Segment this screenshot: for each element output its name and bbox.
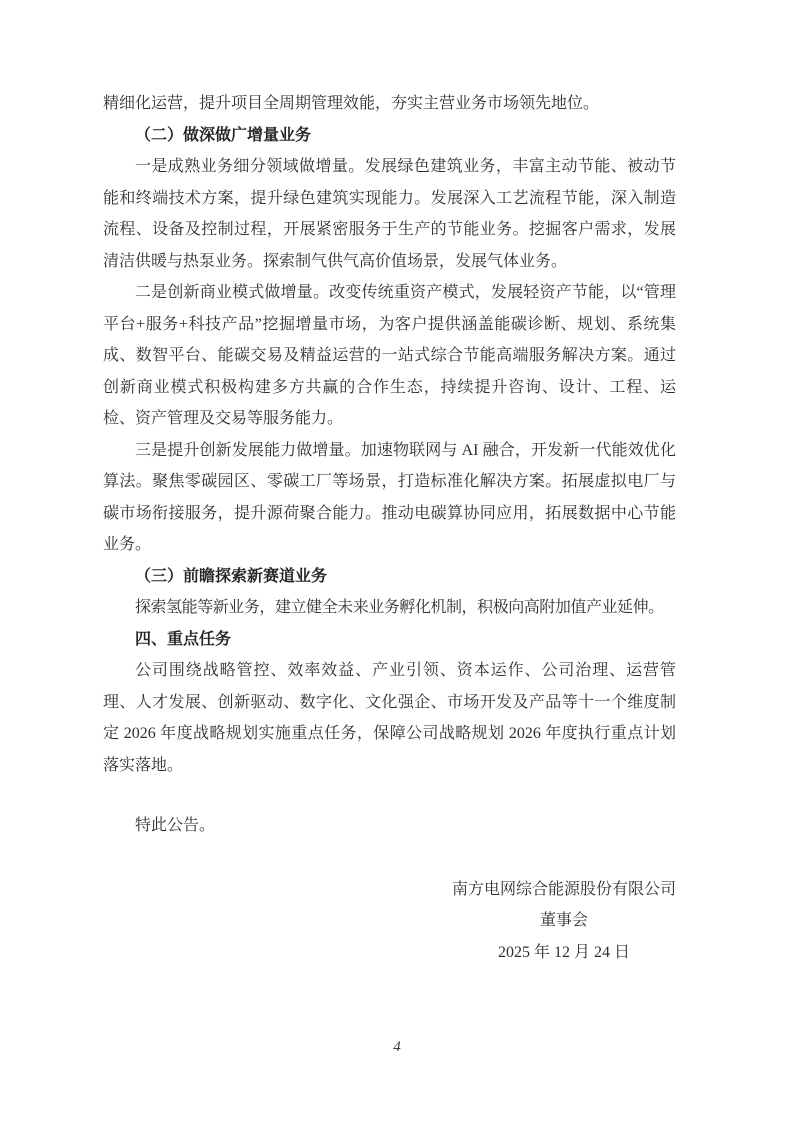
document-body (103, 88, 676, 968)
page-number: 4 (393, 1039, 401, 1055)
heading-chapter-4-key-tasks: 四、重点任务 (135, 630, 232, 648)
paragraph-hydrogen-exploration: 探索氢能等新业务，建立健全未来业务孵化机制，积极向高附加值产业延伸。 (135, 599, 664, 616)
signature-signer: 董事会 (539, 912, 588, 929)
signature-company-name: 南方电网综合能源股份有限公司 (451, 880, 676, 898)
paragraph-key-tasks: 公司围绕战略管控、效率效益、产业引领、资本运作、公司治理、运营管理、人才发展、创新驱动、数字化、文化强企、市场开发及产品等十一个维度制定 2026 年度战略规划实施重点任务，保障公司战略规划 2026 年度执行重点计划落实落地。 (103, 662, 676, 774)
paragraph-point-one: 一是成熟业务细分领域做增量。发展绿色建筑业务，丰富主动节能、被动节能和终端技术方案，提升绿色建筑实现能力。发展深入工艺流程节能，深入制造流程、设备及控制过程，开展紧密服务于生产的节能业务。挖掘客户需求，发展清洁供暖与热泵业务。探索制气供气高价值场景，发展气体业务。 (103, 158, 676, 270)
heading-section-3-new-track-business: （三）前瞻探索新赛道业务 (135, 567, 328, 585)
paragraph-point-two: 二是创新商业模式做增量。改变传统重资产模式，发展轻资产节能，以“管理平台+服务+科技产品”挖掘增量市场，为客户提供涵盖能碳诊断、规划、系统集成、数智平台、能碳交易及精益运营的一站式综合节能高端服务解决方案。通过创新商业模式积极构建多方共赢的合作生态，持续提升咨询、设计、工程、运检、资产管理及交易等服务能力。 (103, 284, 676, 427)
closing-statement: 特此公告。 (135, 817, 216, 834)
signature-date: 2025 年 12 月 24 日 (497, 943, 630, 961)
signature-block (452, 874, 676, 969)
paragraph-point-three: 三是提升创新发展能力做增量。加速物联网与 AI 融合，开发新一代能效优化算法。聚焦零碳园区、零碳工厂等场景，打造标准化解决方案。拓展虚拟电厂与碳市场衔接服务，提升源荷聚合能力。推动电碳算协同应用，拓展数据中心节能业务。 (103, 441, 676, 553)
heading-section-2-increment-business: （二）做深做广增量业务 (135, 126, 312, 144)
paragraph-continuation: 精细化运营，提升项目全周期管理效能，夯实主营业务市场领先地位。 (103, 95, 600, 112)
